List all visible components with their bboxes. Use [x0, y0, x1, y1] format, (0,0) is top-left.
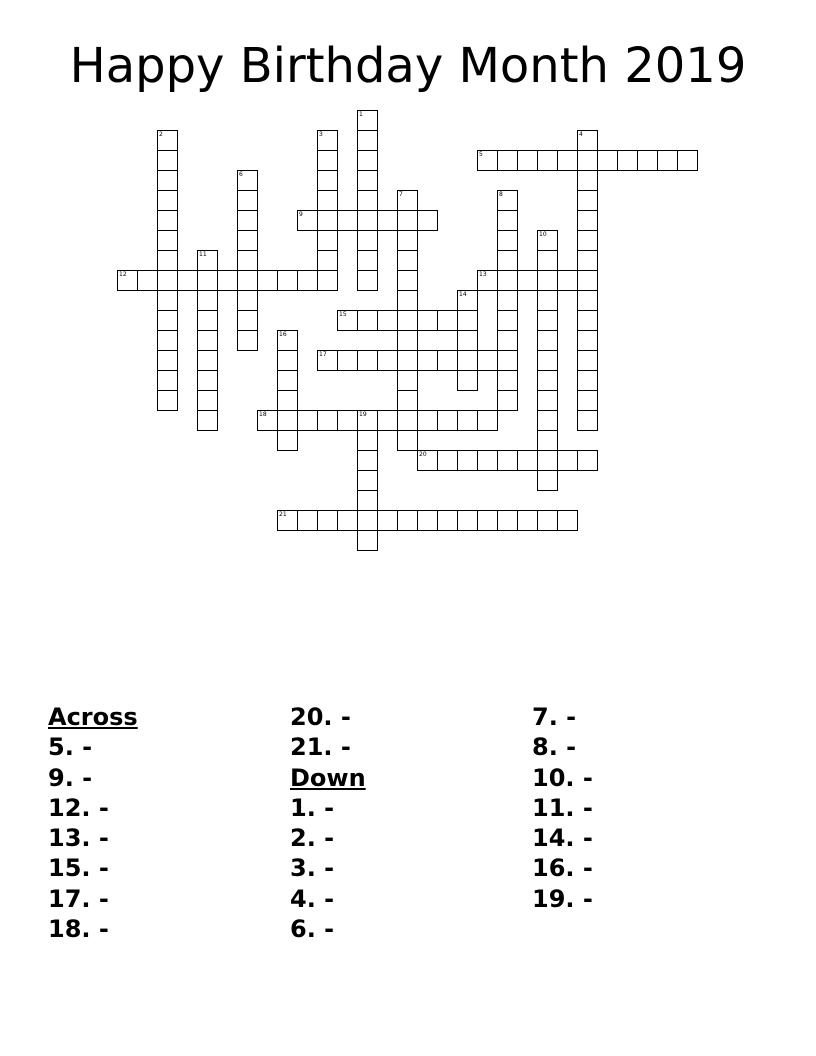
crossword-cell[interactable] — [537, 330, 558, 351]
crossword-cell[interactable] — [497, 270, 518, 291]
crossword-cell[interactable] — [577, 190, 598, 211]
crossword-cell[interactable] — [577, 270, 598, 291]
crossword-cell[interactable] — [357, 310, 378, 331]
clue-number: 4 — [579, 131, 583, 138]
crossword-cell[interactable] — [577, 330, 598, 351]
crossword-cell[interactable] — [437, 450, 458, 471]
crossword-cell[interactable] — [237, 270, 258, 291]
crossword-cell[interactable] — [177, 270, 198, 291]
crossword-cell[interactable] — [277, 370, 298, 391]
crossword-cell[interactable] — [497, 210, 518, 231]
crossword-cell[interactable] — [477, 510, 498, 531]
crossword-cell[interactable] — [577, 290, 598, 311]
crossword-cell[interactable] — [157, 350, 178, 371]
crossword-cell[interactable] — [497, 190, 518, 211]
crossword-cell[interactable] — [257, 270, 278, 291]
crossword-cell[interactable] — [317, 150, 338, 171]
crossword-cell[interactable] — [297, 510, 318, 531]
crossword-cell[interactable] — [417, 210, 438, 231]
clue-column-3 — [532, 702, 593, 914]
crossword-cell[interactable] — [357, 450, 378, 471]
crossword-cell[interactable] — [537, 230, 558, 251]
crossword-cell[interactable] — [657, 150, 678, 171]
clue-number: 6 — [239, 171, 243, 178]
crossword-cell[interactable] — [237, 210, 258, 231]
crossword-cell[interactable] — [497, 250, 518, 271]
crossword-cell[interactable] — [237, 250, 258, 271]
crossword-cell[interactable] — [437, 310, 458, 331]
crossword-cell[interactable] — [537, 150, 558, 171]
crossword-cell[interactable] — [397, 230, 418, 251]
crossword-cell[interactable] — [537, 370, 558, 391]
crossword-cell[interactable] — [317, 130, 338, 151]
clue-column-1 — [48, 702, 138, 944]
crossword-cell[interactable] — [497, 510, 518, 531]
clue-down-16: 16. - — [532, 854, 593, 883]
clue-number: 1 — [359, 111, 363, 118]
clue-number: 20 — [419, 451, 427, 458]
crossword-cell[interactable] — [497, 390, 518, 411]
crossword-cell[interactable] — [417, 310, 438, 331]
crossword-cell[interactable] — [157, 310, 178, 331]
crossword-cell[interactable] — [457, 330, 478, 351]
crossword-cell[interactable] — [357, 190, 378, 211]
clue-across-12: 12. - — [48, 793, 109, 822]
clue-number: 9 — [299, 211, 303, 218]
crossword-cell[interactable] — [397, 310, 418, 331]
clue-across-9: 9. - — [48, 763, 93, 792]
clue-across-15: 15. - — [48, 854, 109, 883]
clue-number: 17 — [319, 351, 327, 358]
crossword-cell[interactable] — [337, 510, 358, 531]
crossword-cell[interactable] — [577, 390, 598, 411]
clue-number: 15 — [339, 311, 347, 318]
crossword-cell[interactable] — [537, 450, 558, 471]
crossword-cell[interactable] — [357, 170, 378, 191]
clue-number: 13 — [479, 271, 487, 278]
crossword-cell[interactable] — [497, 290, 518, 311]
crossword-cell[interactable] — [457, 290, 478, 311]
clue-number: 11 — [199, 251, 207, 258]
crossword-cell[interactable] — [577, 370, 598, 391]
crossword-cell[interactable] — [497, 330, 518, 351]
crossword-cell[interactable] — [117, 270, 138, 291]
crossword-cell[interactable] — [397, 210, 418, 231]
crossword-cell[interactable] — [237, 230, 258, 251]
crossword-cell[interactable] — [377, 310, 398, 331]
clue-across-13: 13. - — [48, 824, 109, 853]
crossword-cell[interactable] — [157, 130, 178, 151]
crossword-cell[interactable] — [397, 290, 418, 311]
crossword-cell[interactable] — [237, 330, 258, 351]
crossword-cell[interactable] — [197, 270, 218, 291]
crossword-cell[interactable] — [337, 350, 358, 371]
clue-number: 8 — [499, 191, 503, 198]
crossword-cell[interactable] — [197, 390, 218, 411]
clue-number: 3 — [319, 131, 323, 138]
crossword-cell[interactable] — [677, 150, 698, 171]
crossword-cell[interactable] — [157, 190, 178, 211]
clue-number: 16 — [279, 331, 287, 338]
crossword-cell[interactable] — [317, 510, 338, 531]
across-heading: Across — [48, 703, 138, 731]
clue-number: 19 — [359, 411, 367, 418]
crossword-cell[interactable] — [457, 450, 478, 471]
crossword-cell[interactable] — [577, 210, 598, 231]
crossword-cell[interactable] — [157, 210, 178, 231]
page-title: Happy Birthday Month 2019 — [69, 38, 747, 94]
crossword-cell[interactable] — [577, 350, 598, 371]
crossword-cell[interactable] — [397, 410, 418, 431]
clue-down-14: 14. - — [532, 824, 593, 853]
crossword-cell[interactable] — [537, 310, 558, 331]
clue-across-20: 20. - — [290, 703, 351, 731]
crossword-cell[interactable] — [237, 290, 258, 311]
crossword-cell[interactable] — [357, 490, 378, 511]
crossword-cell[interactable] — [357, 470, 378, 491]
crossword-cell[interactable] — [337, 210, 358, 231]
crossword-cell[interactable] — [397, 370, 418, 391]
crossword-cell[interactable] — [197, 410, 218, 431]
clue-number: 21 — [279, 511, 287, 518]
crossword-cell[interactable] — [297, 410, 318, 431]
crossword-cell[interactable] — [157, 330, 178, 351]
clue-down-3: 3. - — [290, 854, 335, 883]
crossword-cell[interactable] — [497, 150, 518, 171]
crossword-cell[interactable] — [317, 350, 338, 371]
crossword-cell[interactable] — [277, 330, 298, 351]
clue-down-10: 10. - — [532, 763, 593, 792]
crossword-cell[interactable] — [417, 350, 438, 371]
crossword-cell[interactable] — [157, 290, 178, 311]
crossword-cell[interactable] — [357, 510, 378, 531]
crossword-cell[interactable] — [357, 250, 378, 271]
crossword-cell[interactable] — [477, 410, 498, 431]
crossword-cell[interactable] — [277, 390, 298, 411]
crossword-cell[interactable] — [537, 270, 558, 291]
crossword-cell[interactable] — [537, 410, 558, 431]
crossword-cell[interactable] — [157, 150, 178, 171]
crossword-cell[interactable] — [377, 510, 398, 531]
crossword-cell[interactable] — [497, 310, 518, 331]
crossword-cell[interactable] — [217, 270, 238, 291]
crossword-cell[interactable] — [317, 190, 338, 211]
clue-down-6: 6. - — [290, 915, 335, 944]
crossword-cell[interactable] — [457, 350, 478, 371]
crossword-cell[interactable] — [277, 350, 298, 371]
crossword-cell[interactable] — [477, 270, 498, 291]
crossword-cell[interactable] — [437, 510, 458, 531]
crossword-cell[interactable] — [317, 210, 338, 231]
clue-number: 5 — [479, 151, 483, 158]
clue-number: 10 — [539, 231, 547, 238]
crossword-cell[interactable] — [237, 190, 258, 211]
crossword-cell[interactable] — [157, 270, 178, 291]
clue-down-4: 4. - — [290, 884, 335, 913]
crossword-cell[interactable] — [577, 170, 598, 191]
clue-number: 7 — [399, 191, 403, 198]
crossword-cell[interactable] — [577, 150, 598, 171]
crossword-cell[interactable] — [257, 410, 278, 431]
crossword-cell[interactable] — [197, 350, 218, 371]
crossword-cell[interactable] — [317, 410, 338, 431]
clue-column-2 — [290, 702, 366, 944]
crossword-cell[interactable] — [537, 470, 558, 491]
crossword-cell[interactable] — [417, 510, 438, 531]
clue-number: 18 — [259, 411, 267, 418]
crossword-cell[interactable] — [357, 410, 378, 431]
crossword-cell[interactable] — [157, 390, 178, 411]
crossword-cell[interactable] — [157, 230, 178, 251]
crossword-cell[interactable] — [517, 450, 538, 471]
clue-number: 2 — [159, 131, 163, 138]
clue-down-2: 2. - — [290, 824, 335, 853]
crossword-cell[interactable] — [157, 370, 178, 391]
clue-across-18: 18. - — [48, 915, 109, 944]
crossword-cell[interactable] — [477, 350, 498, 371]
crossword-cell[interactable] — [197, 250, 218, 271]
crossword-cell[interactable] — [377, 350, 398, 371]
crossword-cell[interactable] — [557, 270, 578, 291]
crossword-cell[interactable] — [357, 530, 378, 551]
crossword-cell[interactable] — [357, 110, 378, 131]
crossword-cell[interactable] — [277, 430, 298, 451]
crossword-cell[interactable] — [437, 410, 458, 431]
clue-number: 14 — [459, 291, 467, 298]
crossword-cell[interactable] — [197, 370, 218, 391]
crossword-cell[interactable] — [377, 410, 398, 431]
crossword-cell[interactable] — [357, 210, 378, 231]
crossword-cell[interactable] — [397, 190, 418, 211]
crossword-cell[interactable] — [477, 450, 498, 471]
crossword-cell[interactable] — [537, 290, 558, 311]
crossword-cell[interactable] — [497, 450, 518, 471]
crossword-cell[interactable] — [277, 270, 298, 291]
crossword-cell[interactable] — [457, 310, 478, 331]
clue-across-5: 5. - — [48, 733, 93, 762]
crossword-cell[interactable] — [237, 310, 258, 331]
crossword-cell[interactable] — [497, 230, 518, 251]
crossword-cell[interactable] — [317, 270, 338, 291]
clue-down-8: 8. - — [532, 733, 577, 762]
crossword-cell[interactable] — [537, 390, 558, 411]
crossword-cell[interactable] — [157, 250, 178, 271]
crossword-cell[interactable] — [457, 370, 478, 391]
crossword-cell[interactable] — [357, 230, 378, 251]
crossword-cell[interactable] — [397, 510, 418, 531]
crossword-cell[interactable] — [557, 510, 578, 531]
crossword-cell[interactable] — [357, 270, 378, 291]
crossword-cell[interactable] — [597, 150, 618, 171]
crossword-cell[interactable] — [537, 350, 558, 371]
crossword-cell[interactable] — [517, 270, 538, 291]
crossword-cell[interactable] — [197, 310, 218, 331]
crossword-cell[interactable] — [577, 410, 598, 431]
crossword-cell[interactable] — [397, 250, 418, 271]
crossword-cell[interactable] — [577, 250, 598, 271]
crossword-cell[interactable] — [317, 170, 338, 191]
crossword-cell[interactable] — [537, 430, 558, 451]
clue-down-11: 11. - — [532, 793, 593, 822]
clue-down-1: 1. - — [290, 793, 335, 822]
crossword-cell[interactable] — [137, 270, 158, 291]
crossword-cell[interactable] — [537, 250, 558, 271]
crossword-cell[interactable] — [437, 350, 458, 371]
crossword-cell[interactable] — [497, 350, 518, 371]
crossword-cell[interactable] — [637, 150, 658, 171]
crossword-cell[interactable] — [357, 130, 378, 151]
clue-number: 12 — [119, 271, 127, 278]
crossword-cell[interactable] — [577, 230, 598, 251]
crossword-cell[interactable] — [457, 410, 478, 431]
crossword-cell[interactable] — [457, 510, 478, 531]
crossword-cell[interactable] — [237, 170, 258, 191]
crossword-cell[interactable] — [277, 410, 298, 431]
clue-across-17: 17. - — [48, 884, 109, 913]
crossword-cell[interactable] — [417, 410, 438, 431]
crossword-cell[interactable] — [277, 510, 298, 531]
crossword-cell[interactable] — [557, 450, 578, 471]
crossword-cell[interactable] — [337, 310, 358, 331]
crossword-cell[interactable] — [397, 390, 418, 411]
clue-down-19: 19. - — [532, 884, 593, 913]
crossword-cell[interactable] — [477, 150, 498, 171]
crossword-cell[interactable] — [357, 150, 378, 171]
down-heading: Down — [290, 763, 366, 792]
crossword-cell[interactable] — [317, 230, 338, 251]
crossword-cell[interactable] — [337, 410, 358, 431]
crossword-cell[interactable] — [357, 350, 378, 371]
crossword-cell[interactable] — [557, 150, 578, 171]
crossword-cell[interactable] — [517, 510, 538, 531]
crossword-cell[interactable] — [397, 350, 418, 371]
crossword-cell[interactable] — [537, 510, 558, 531]
crossword-cell[interactable] — [397, 270, 418, 291]
crossword-cell[interactable] — [577, 310, 598, 331]
crossword-cell[interactable] — [317, 250, 338, 271]
clue-down-7: 7. - — [532, 703, 577, 731]
crossword-cell[interactable] — [397, 430, 418, 451]
crossword-cell[interactable] — [157, 170, 178, 191]
crossword-cell[interactable] — [497, 370, 518, 391]
crossword-cell[interactable] — [417, 450, 438, 471]
crossword-cell[interactable] — [397, 330, 418, 351]
crossword-cell[interactable] — [197, 330, 218, 351]
crossword-cell[interactable] — [577, 450, 598, 471]
crossword-cell[interactable] — [517, 150, 538, 171]
clue-across-21: 21. - — [290, 733, 351, 762]
crossword-cell[interactable] — [377, 210, 398, 231]
crossword-cell[interactable] — [357, 430, 378, 451]
crossword-cell[interactable] — [297, 270, 318, 291]
crossword-cell[interactable] — [577, 130, 598, 151]
crossword-cell[interactable] — [617, 150, 638, 171]
crossword-cell[interactable] — [197, 290, 218, 311]
crossword-cell[interactable] — [297, 210, 318, 231]
